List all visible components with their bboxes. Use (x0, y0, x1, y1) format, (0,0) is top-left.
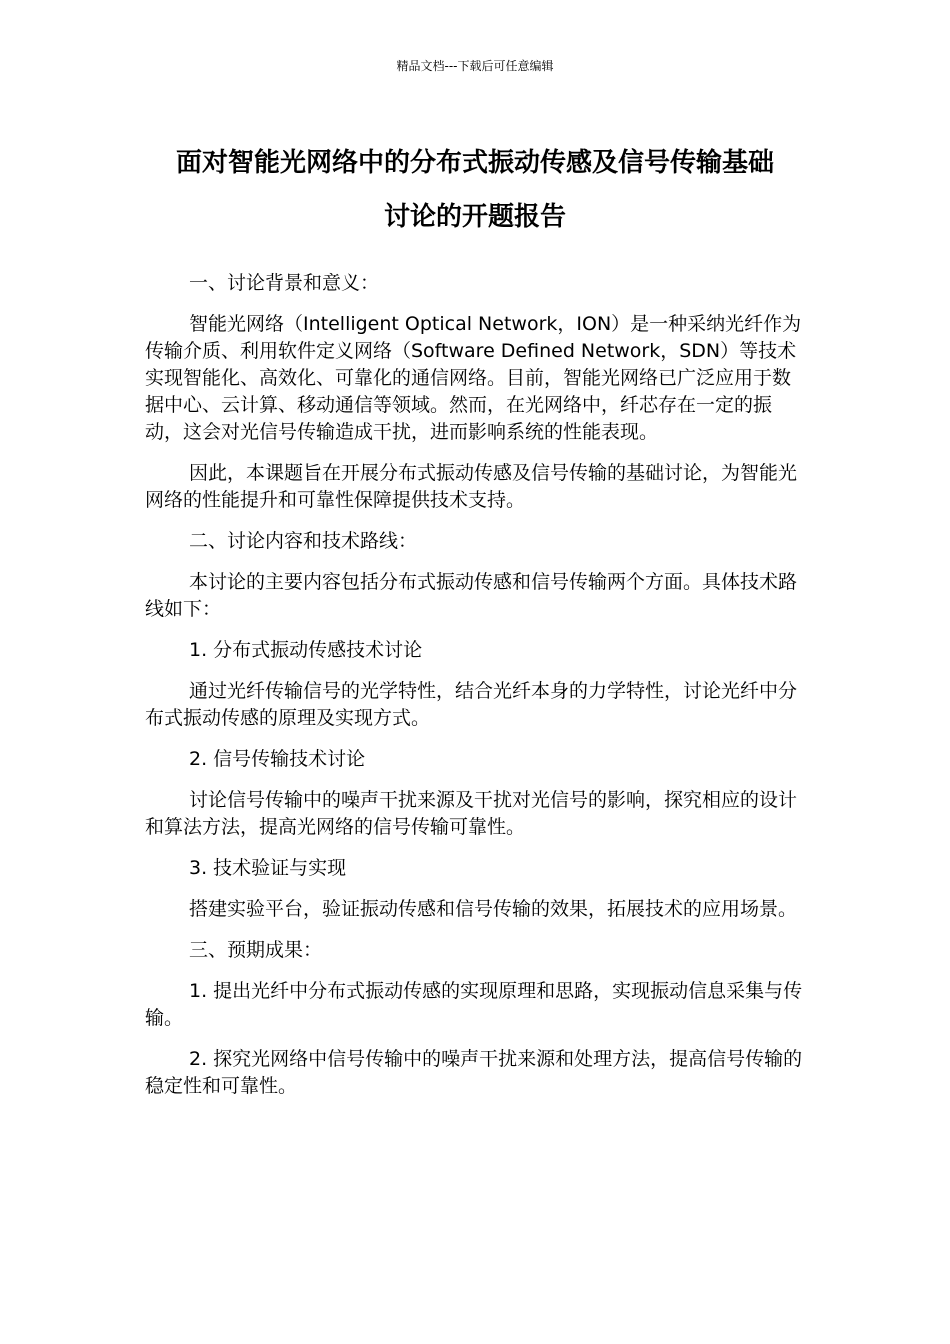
document-body (145, 270, 805, 1114)
section-heading-content: 二、讨论内容和技术路线： (189, 530, 418, 552)
section-heading-background: 一、讨论背景和意义： (189, 272, 380, 294)
item-heading-2: 2. 信号传输技术讨论 (189, 748, 366, 770)
page-header: 精品文档---下载后可任意编辑 (396, 59, 554, 73)
title-line-1: 面对智能光网络中的分布式振动传感及信号传输基础 (175, 148, 774, 178)
item-heading-1: 1. 分布式振动传感技术讨论 (189, 639, 423, 661)
paragraph-content-overview: 本讨论的主要内容包括分布式振动传感和信号传输两个方面。具体技术路线如下： (145, 571, 798, 620)
item-heading-3: 3. 技术验证与实现 (189, 857, 347, 879)
document-title (100, 136, 850, 244)
paragraph-item-2: 讨论信号传输中的噪声干扰来源及干扰对光信号的影响，探究相应的设计和算法方法，提高光网络的信号传输可靠性。 (145, 789, 798, 838)
result-item-1: 1. 提出光纤中分布式振动传感的实现原理和思路，实现振动信息采集与传输。 (145, 980, 803, 1029)
result-item-2: 2. 探究光网络中信号传输中的噪声干扰来源和处理方法，提高信号传输的稳定性和可靠性。 (145, 1048, 803, 1097)
paragraph-item-1: 通过光纤传输信号的光学特性，结合光纤本身的力学特性，讨论光纤中分布式振动传感的原理及实现方式。 (145, 680, 798, 729)
paragraph-ion-intro: 智能光网络（Intelligent Optical Network，ION）是一种采纳光纤作为传输介质、利用软件定义网络（Software Defined Network，SDN）等技术实现智能化、高效化、可靠化的通信网络。目前，智能光网络已广泛应用于数据中心、云计算、移动通信等领域。然而，在光网络中，纤芯存在一定的振动，这会对光信号传输造成干扰，进而影响系统的性能表现。 (145, 313, 802, 443)
paragraph-purpose: 因此，本课题旨在开展分布式振动传感及信号传输的基础讨论，为智能光网络的性能提升和可靠性保障提供技术支持。 (145, 462, 798, 511)
section-heading-results: 三、预期成果： (189, 939, 323, 961)
title-line-2: 讨论的开题报告 (383, 202, 566, 232)
paragraph-item-3: 搭建实验平台，验证振动传感和信号传输的效果，拓展技术的应用场景。 (189, 898, 798, 920)
